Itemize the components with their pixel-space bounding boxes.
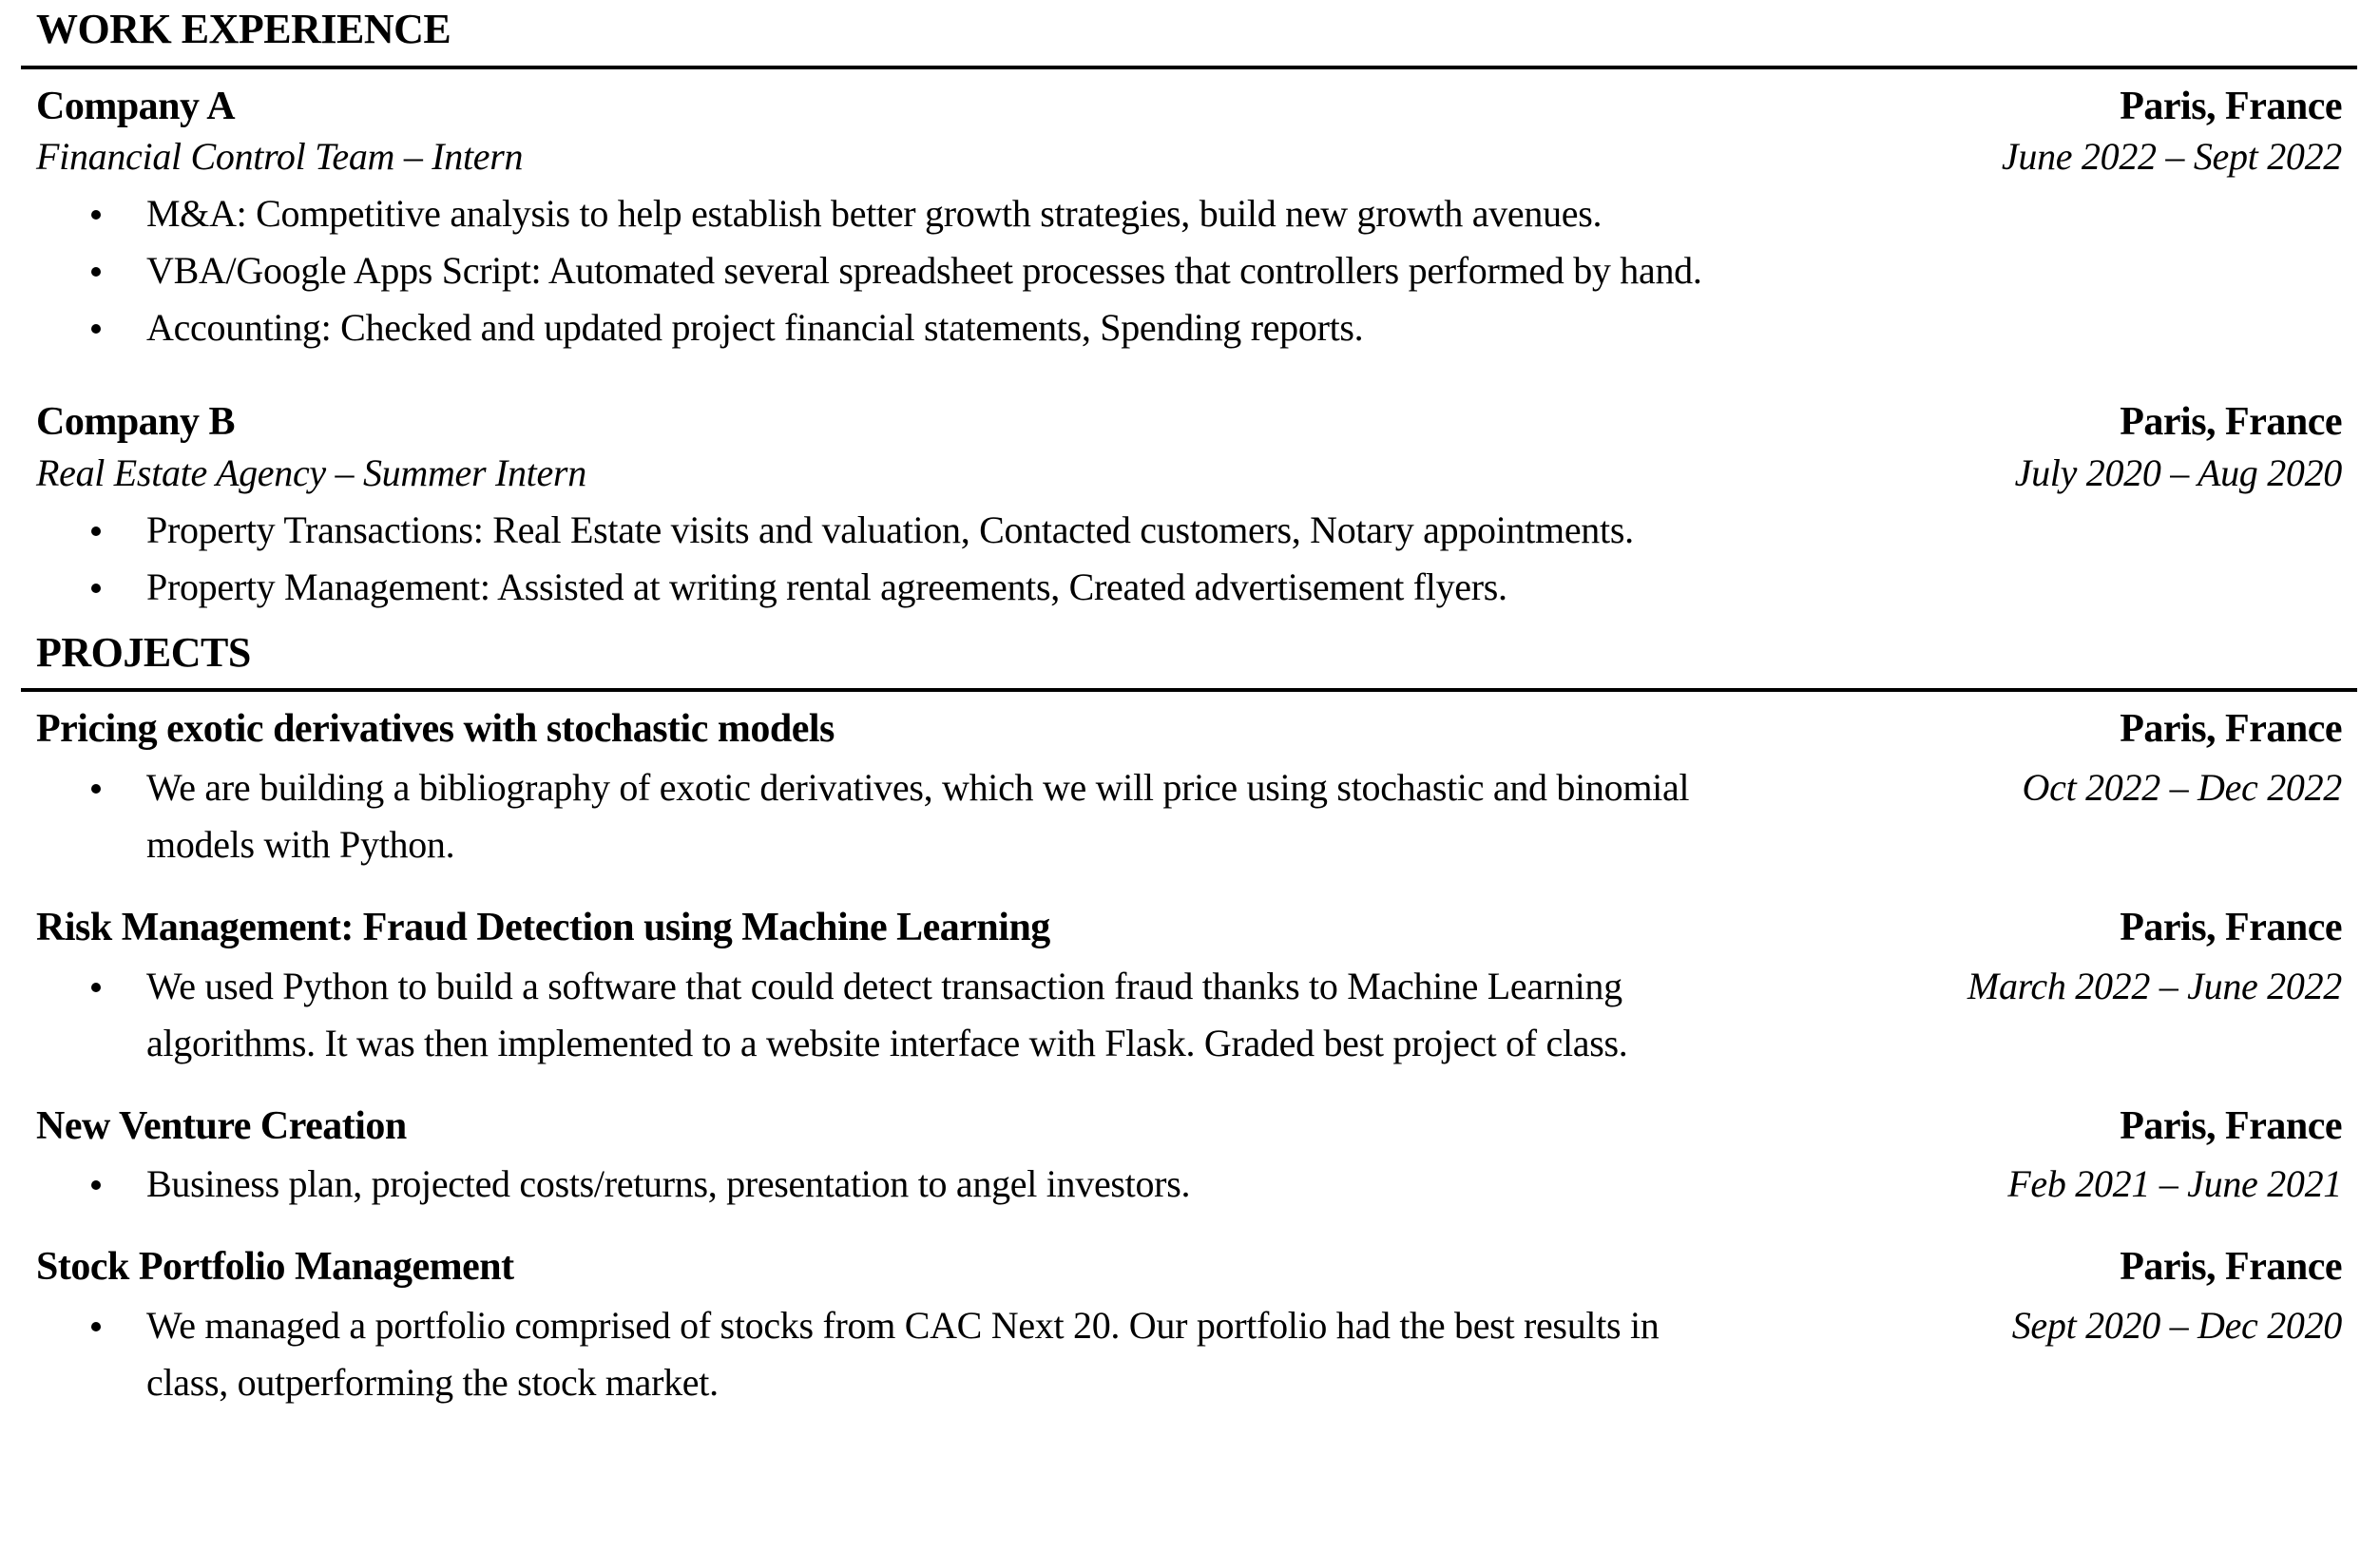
entry-title-row	[36, 902, 2342, 954]
bullet-list	[36, 1156, 1719, 1213]
entry-dates-side: Sept 2020 – Dec 2020	[2011, 1303, 2342, 1347]
bullet-item: Accounting: Checked and updated project financial statements, Spending reports.	[36, 299, 2342, 356]
section-heading: WORK EXPERIENCE	[36, 6, 451, 52]
entry-dates-side: Feb 2021 – June 2021	[2007, 1162, 2342, 1206]
entry-body-row	[36, 1297, 2342, 1411]
bullet-list	[36, 502, 2342, 616]
section-rule	[21, 688, 2357, 692]
entry-body-row	[36, 502, 2342, 616]
entry-role-row	[36, 449, 2342, 498]
entry-dates-side: March 2022 – June 2022	[1967, 964, 2342, 1007]
entry	[36, 1241, 2342, 1411]
entry-body-row	[36, 1156, 2342, 1213]
entry-title-row	[36, 703, 2342, 756]
entry-role: Financial Control Team – Intern	[36, 135, 524, 179]
entry-location: Paris, France	[2120, 1103, 2342, 1148]
section-entries	[36, 703, 2342, 1410]
entry-location: Paris, France	[2120, 400, 2342, 445]
bullet-list	[36, 1297, 1719, 1411]
bullet-item: We used Python to build a software that could detect transaction fraud thanks to Machine Learning algorithms. It was then implemented to a website interface with Flask. Graded best project of class.	[36, 958, 1719, 1072]
entry-title: Pricing exotic derivatives with stochastic models	[36, 707, 835, 752]
entry-role: Real Estate Agency – Summer Intern	[36, 450, 586, 494]
entry	[36, 396, 2342, 616]
entry-title: Company A	[36, 84, 236, 128]
entry-title: Stock Portfolio Management	[36, 1245, 514, 1290]
resume-section	[36, 6, 2342, 616]
entry-dates-inline: June 2022 – Sept 2022	[2001, 135, 2342, 179]
entry	[36, 703, 2342, 873]
entry-body-row	[36, 185, 2342, 356]
entry	[36, 81, 2342, 357]
entry-location: Paris, France	[2120, 707, 2342, 752]
entry-dates-side: Oct 2022 – Dec 2022	[2022, 765, 2342, 809]
entry-title: Company B	[36, 400, 236, 445]
entry	[36, 902, 2342, 1072]
bullet-item: Property Transactions: Real Estate visits and valuation, Contacted customers, Notary appointments.	[36, 502, 2342, 559]
entry-location: Paris, France	[2120, 1245, 2342, 1290]
entry-dates-inline: July 2020 – Aug 2020	[2014, 450, 2342, 494]
entry-title: Risk Management: Fraud Detection using Machine Learning	[36, 905, 1050, 949]
entry-role-row	[36, 132, 2342, 182]
bullet-list	[36, 958, 1719, 1072]
entry-body-row	[36, 958, 2342, 1072]
bullet-item: VBA/Google Apps Script: Automated several spreadsheet processes that controllers performed by hand.	[36, 242, 2342, 299]
entry-body-row	[36, 759, 2342, 873]
bullet-item: Property Management: Assisted at writing rental agreements, Created advertisement flyers.	[36, 559, 2342, 616]
bullet-item: We are building a bibliography of exotic derivatives, which we will price using stochastic and binomial models with Python.	[36, 759, 1719, 873]
entry-title-row	[36, 1241, 2342, 1293]
bullet-item: Business plan, projected costs/returns, presentation to angel investors.	[36, 1156, 1719, 1213]
entry-title-row	[36, 1101, 2342, 1153]
section-heading: PROJECTS	[36, 628, 251, 676]
entry-title-row	[36, 396, 2342, 449]
bullet-item: We managed a portfolio comprised of stocks from CAC Next 20. Our portfolio had the best results in class, outperforming the stock market.	[36, 1297, 1719, 1411]
entry-location: Paris, France	[2120, 84, 2342, 128]
bullet-list	[36, 185, 2342, 356]
section-entries	[36, 81, 2342, 616]
entry-title: New Venture Creation	[36, 1103, 407, 1148]
section-rule	[21, 66, 2357, 69]
entry-title-row	[36, 81, 2342, 133]
resume-section	[36, 629, 2342, 1411]
bullet-list	[36, 759, 1719, 873]
bullet-item: M&A: Competitive analysis to help establish better growth strategies, build new growth avenues.	[36, 185, 2342, 242]
entry-location: Paris, France	[2120, 905, 2342, 949]
entry	[36, 1101, 2342, 1214]
